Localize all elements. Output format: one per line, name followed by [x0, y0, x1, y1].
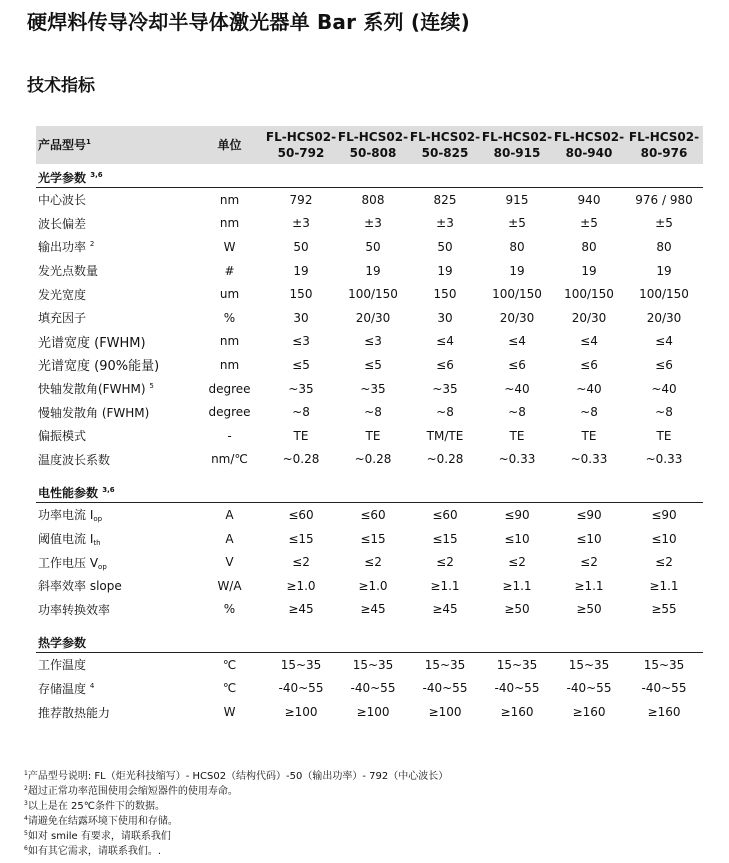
group-spacer — [36, 621, 703, 629]
param-unit: - — [227, 428, 232, 443]
param-name: 光谱宽度 (90%能量) — [38, 359, 160, 375]
footnote: $^5$如对 smile 有要求，请联系我们 — [24, 830, 171, 842]
param-value: ≥160 — [647, 705, 681, 720]
param-unit: nm — [219, 334, 240, 349]
param-value: 15~35 — [352, 657, 394, 672]
group-header-row — [36, 164, 703, 188]
param-name: 工作温度 — [38, 658, 87, 673]
header-model: FL-HCS02- 50-825 — [409, 126, 481, 164]
param-value: ≥1.1 — [649, 578, 679, 593]
header-model: FL-HCS02- 80-940 — [553, 126, 625, 164]
param-unit: A — [225, 531, 234, 546]
param-value: ≤2 — [655, 555, 673, 570]
param-value: ≤15 — [360, 531, 386, 546]
table-row — [36, 377, 703, 401]
param-unit: um — [219, 287, 240, 302]
param-name: 存储温度 $^4$ — [38, 681, 95, 696]
param-value: ≤6 — [580, 357, 598, 372]
param-value: ≤5 — [364, 357, 382, 372]
spec-table — [36, 126, 703, 724]
param-unit: nm — [219, 216, 240, 231]
param-value: 100/150 — [639, 287, 689, 302]
param-value: 150 — [433, 287, 457, 302]
param-value: 50 — [293, 239, 309, 254]
param-value: ~8 — [436, 405, 454, 420]
param-value: ≥55 — [651, 602, 677, 617]
param-value: 30 — [437, 310, 453, 325]
table-row — [36, 400, 703, 424]
param-unit: nm — [219, 192, 240, 207]
group-title: 光学参数 $^{3,6}$ — [36, 164, 703, 188]
param-value: 100/150 — [348, 287, 398, 302]
param-name: 光谱宽度 (FWHM) — [38, 335, 146, 351]
param-name: 慢轴发散角 (FWHM) — [38, 405, 150, 420]
param-value: -40~55 — [278, 681, 324, 696]
param-value: ≥1.1 — [430, 578, 460, 593]
table-row — [36, 212, 703, 236]
param-value: 19 — [365, 263, 381, 278]
param-value: 19 — [509, 263, 525, 278]
param-value: ~0.33 — [570, 452, 608, 467]
param-value: ~0.28 — [426, 452, 464, 467]
param-value: ≤90 — [504, 507, 530, 522]
table-row — [36, 259, 703, 283]
group-header-row — [36, 629, 703, 653]
header-model: FL-HCS02- 50-808 — [337, 126, 409, 164]
table-row — [36, 353, 703, 377]
param-value: ≥1.0 — [286, 578, 316, 593]
table-body — [36, 164, 703, 724]
param-unit: nm/℃ — [211, 452, 248, 467]
param-value: ~0.28 — [282, 452, 320, 467]
group-title: 热学参数 — [36, 629, 703, 653]
param-value: ≤10 — [576, 531, 602, 546]
param-value: ~0.33 — [498, 452, 536, 467]
param-value: ~8 — [580, 405, 598, 420]
param-unit: W — [223, 705, 236, 720]
param-value: 825 — [433, 192, 457, 207]
group-spacer — [36, 471, 703, 479]
param-unit: ℃ — [222, 657, 237, 672]
header-model: FL-HCS02- 80-976 — [625, 126, 703, 164]
header-model: FL-HCS02- 80-915 — [481, 126, 553, 164]
param-value: ≤10 — [504, 531, 530, 546]
table-row — [36, 550, 703, 574]
param-name: 填充因子 — [38, 311, 87, 326]
param-value: ≤5 — [292, 357, 310, 372]
param-value: ~35 — [288, 381, 314, 396]
page-title: 硬焊料传导冷却半导体激光器单 Bar 系列 (连续) — [27, 10, 470, 34]
table-row — [36, 330, 703, 354]
param-value: 150 — [289, 287, 313, 302]
param-name: 功率转换效率 — [38, 602, 111, 617]
param-value: ≥45 — [360, 602, 386, 617]
header-unit-label: 单位 — [194, 126, 265, 164]
param-unit: A — [225, 507, 234, 522]
table-row — [36, 677, 703, 701]
footnote: $^3$以上是在 25℃条件下的数据。 — [24, 800, 165, 812]
table-row — [36, 188, 703, 212]
param-value: -40~55 — [350, 681, 396, 696]
param-value: ≤10 — [651, 531, 677, 546]
param-value: ≤6 — [436, 357, 454, 372]
param-value: 19 — [581, 263, 597, 278]
param-value: ±3 — [436, 216, 454, 231]
param-value: ≥45 — [288, 602, 314, 617]
param-value: 80 — [581, 239, 597, 254]
param-value: ≤6 — [655, 357, 673, 372]
param-name: 发光宽度 — [38, 287, 87, 302]
param-value: 15~35 — [643, 657, 685, 672]
param-value: ≤60 — [288, 507, 314, 522]
param-value: 808 — [361, 192, 385, 207]
table-row — [36, 598, 703, 622]
param-value: 19 — [437, 263, 453, 278]
table-row — [36, 574, 703, 598]
param-unit: % — [223, 310, 236, 325]
param-value: ≤4 — [655, 334, 673, 349]
param-value: 20/30 — [355, 310, 391, 325]
param-name: 功率电流 $I_{op}$ — [38, 508, 103, 524]
param-name: 中心波长 — [38, 193, 87, 208]
param-value: ≤2 — [580, 555, 598, 570]
param-unit: degree — [208, 381, 251, 396]
group-title: 电性能参数 $^{3,6}$ — [36, 479, 703, 503]
table-row — [36, 306, 703, 330]
param-value: ≥100 — [428, 705, 462, 720]
param-name: 阈值电流 $I_{th}$ — [38, 532, 101, 548]
param-name: 工作电压 $V_{op}$ — [38, 555, 107, 571]
param-value: TE — [656, 428, 672, 443]
param-value: 915 — [505, 192, 529, 207]
section-title: 技术指标 — [27, 76, 95, 96]
param-value: 15~35 — [496, 657, 538, 672]
param-value: 100/150 — [564, 287, 614, 302]
param-unit: W — [223, 239, 236, 254]
param-value: 50 — [365, 239, 381, 254]
param-value: ~40 — [651, 381, 677, 396]
param-value: ±5 — [655, 216, 673, 231]
param-value: ~8 — [655, 405, 673, 420]
param-value: 80 — [509, 239, 525, 254]
param-value: ~35 — [360, 381, 386, 396]
param-name: 斜率效率 slope — [38, 579, 122, 594]
param-value: ≤15 — [432, 531, 458, 546]
param-value: ≥1.0 — [358, 578, 388, 593]
footnote: $^6$如有其它需求，请联系我们。. — [24, 845, 162, 857]
footnotes — [24, 769, 714, 859]
table-row — [36, 503, 703, 527]
param-value: ≤3 — [364, 334, 382, 349]
param-value: TE — [581, 428, 597, 443]
param-value: 30 — [293, 310, 309, 325]
param-value: ≤2 — [292, 555, 310, 570]
param-value: ~0.28 — [354, 452, 392, 467]
param-value: 50 — [437, 239, 453, 254]
param-value: 976 / 980 — [635, 192, 693, 207]
param-value: ≤4 — [436, 334, 454, 349]
param-value: ~8 — [508, 405, 526, 420]
table-row — [36, 700, 703, 724]
param-value: 792 — [289, 192, 313, 207]
table-header-row — [36, 126, 703, 164]
param-value: ~35 — [432, 381, 458, 396]
param-unit: % — [223, 602, 236, 617]
param-value: ≥45 — [432, 602, 458, 617]
param-value: ≥160 — [572, 705, 606, 720]
param-value: ≥100 — [284, 705, 318, 720]
header-model: FL-HCS02- 50-792 — [265, 126, 337, 164]
param-unit: V — [225, 555, 234, 570]
param-value: ≤15 — [288, 531, 314, 546]
param-value: TM/TE — [426, 428, 464, 443]
param-value: ≤2 — [508, 555, 526, 570]
param-value: ~40 — [576, 381, 602, 396]
table-row — [36, 424, 703, 448]
param-value: 15~35 — [424, 657, 466, 672]
footnote: $^1$产品型号说明: FL（炬光科技缩写）- HCS02（结构代码）-50（输出功率）- 792（中心波长） — [24, 770, 449, 782]
param-value: -40~55 — [422, 681, 468, 696]
table-row — [36, 653, 703, 677]
param-name: 快轴发散角(FWHM) $^5$ — [38, 382, 154, 397]
footnote: $^4$请避免在结露环境下使用和存储。 — [24, 815, 178, 827]
param-value: ≤60 — [360, 507, 386, 522]
param-value: ≥50 — [576, 602, 602, 617]
param-unit: ℃ — [222, 681, 237, 696]
param-value: ~8 — [364, 405, 382, 420]
param-value: 20/30 — [499, 310, 535, 325]
param-unit: W/A — [217, 578, 242, 593]
param-unit: nm — [219, 357, 240, 372]
table-row — [36, 282, 703, 306]
param-value: ≤3 — [292, 334, 310, 349]
param-value: 80 — [656, 239, 672, 254]
param-name: 波长偏差 — [38, 216, 87, 231]
param-value: ≥100 — [356, 705, 390, 720]
param-name: 发光点数量 — [38, 264, 99, 279]
param-unit: degree — [208, 405, 251, 420]
param-value: TE — [509, 428, 525, 443]
param-name: 推荐散热能力 — [38, 705, 111, 720]
param-value: ±5 — [580, 216, 598, 231]
param-value: 20/30 — [646, 310, 682, 325]
param-value: ≤90 — [651, 507, 677, 522]
param-value: ≥160 — [500, 705, 534, 720]
table-row — [36, 235, 703, 259]
param-value: 19 — [293, 263, 309, 278]
param-value: ≤60 — [432, 507, 458, 522]
param-value: 100/150 — [492, 287, 542, 302]
footnote: $^2$超过正常功率范围使用会缩短器件的使用寿命。 — [24, 785, 238, 797]
param-value: ~8 — [292, 405, 310, 420]
param-name: 偏振模式 — [38, 429, 87, 444]
param-value: -40~55 — [566, 681, 612, 696]
param-value: ≥1.1 — [574, 578, 604, 593]
param-value: TE — [365, 428, 381, 443]
param-name: 温度波长系数 — [38, 452, 111, 467]
param-value: ±5 — [508, 216, 526, 231]
group-header-row — [36, 479, 703, 503]
param-value: ±3 — [364, 216, 382, 231]
header-model-label: 产品型号$^1$ — [36, 126, 194, 164]
param-value: TE — [293, 428, 309, 443]
param-value: ≤4 — [580, 334, 598, 349]
table-row — [36, 527, 703, 551]
param-value: -40~55 — [641, 681, 687, 696]
param-unit: # — [224, 263, 235, 278]
param-value: ≥1.1 — [502, 578, 532, 593]
param-value: ≤2 — [364, 555, 382, 570]
param-value: 15~35 — [280, 657, 322, 672]
param-value: ±3 — [292, 216, 310, 231]
param-value: ≤2 — [436, 555, 454, 570]
param-value: 20/30 — [571, 310, 607, 325]
param-value: 15~35 — [568, 657, 610, 672]
param-name: 输出功率 $^2$ — [38, 240, 95, 255]
param-value: 19 — [656, 263, 672, 278]
param-value: 940 — [577, 192, 601, 207]
param-value: ~0.33 — [645, 452, 683, 467]
table-row — [36, 448, 703, 472]
param-value: ≤4 — [508, 334, 526, 349]
param-value: ≥50 — [504, 602, 530, 617]
param-value: ~40 — [504, 381, 530, 396]
param-value: ≤90 — [576, 507, 602, 522]
param-value: ≤6 — [508, 357, 526, 372]
param-value: -40~55 — [494, 681, 540, 696]
